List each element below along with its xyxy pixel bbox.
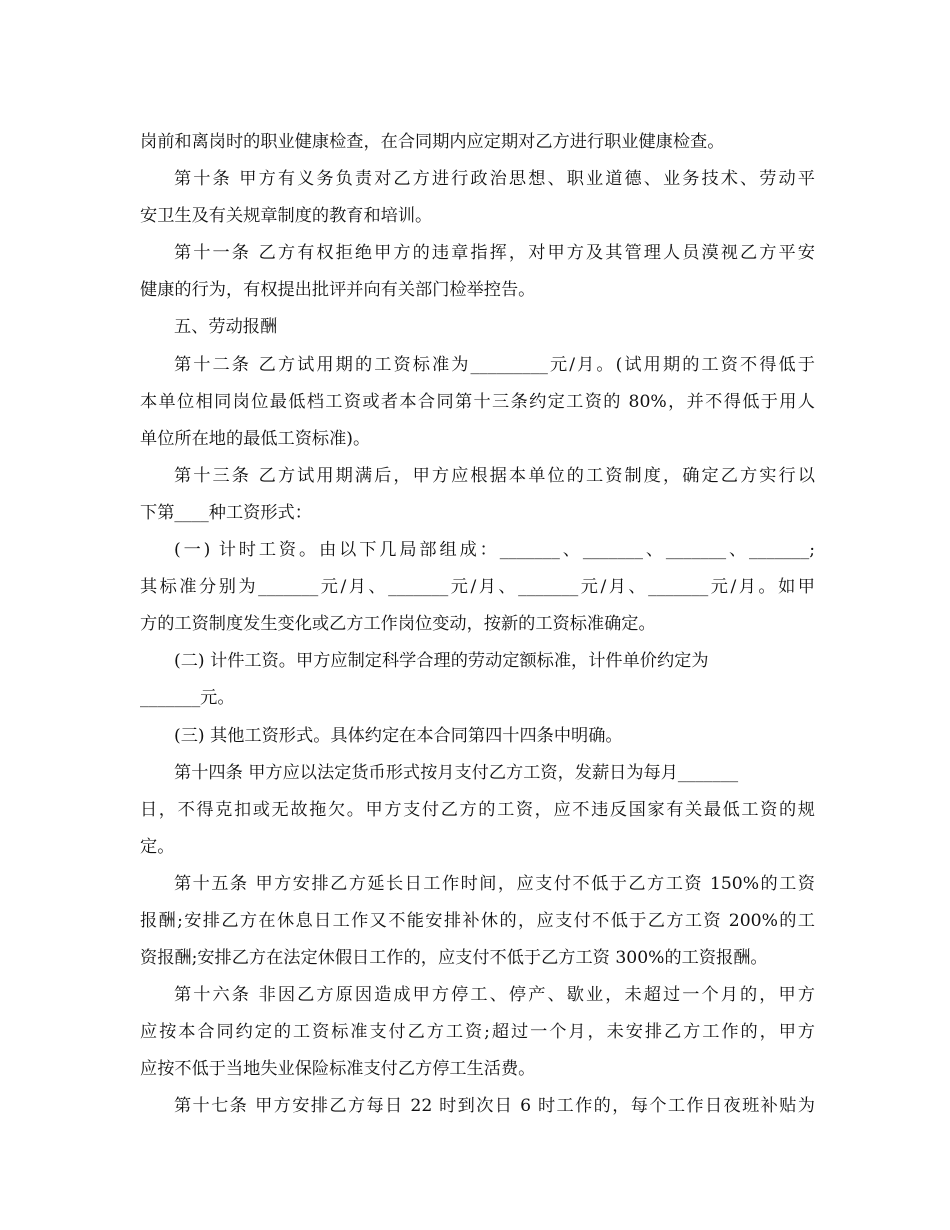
- text-line: 第十七条 甲方安排乙方每日 22 时到次日 6 时工作的，每个工作日夜班补贴为: [174, 1096, 815, 1117]
- text-line: 第十三条 乙方试用期满后，甲方应根据本单位的工资制度，确定乙方实行以: [174, 465, 815, 486]
- text-line: 第十五条 甲方安排乙方延长日工作时间，应支付不低于乙方工资 150%的工资: [174, 873, 815, 894]
- text-line: 本单位相同岗位最低档工资或者本合同第十三条约定工资的 80%，并不得低于用人: [140, 391, 815, 412]
- text-line: 第十条 甲方有义务负责对乙方进行政治思想、职业道德、业务技术、劳动平: [174, 169, 815, 190]
- text-line: 其标准分别为_______元/月、_______元/月、_______元/月、_______元/月。如甲: [140, 577, 815, 598]
- text-line: 第十六条 非因乙方原因造成甲方停工、停产、歇业，未超过一个月的，甲方: [174, 985, 815, 1006]
- text-line: 五、劳动报酬: [174, 317, 278, 338]
- text-line: 报酬;安排乙方在休息日工作又不能安排补休的，应支付不低于乙方工资 200%的工: [140, 910, 815, 931]
- text-line: 安卫生及有关规章制度的教育和培训。: [140, 206, 433, 227]
- text-line: 健康的行为，有权提出批评并向有关部门检举控告。: [140, 280, 536, 301]
- text-line: (一) 计时工资。由以下几局部组成：_______、_______、_______、_______;: [174, 540, 815, 561]
- text-line: 第十四条 甲方应以法定货币形式按月支付乙方工资，发薪日为每月_______: [174, 762, 739, 783]
- text-line: 日，不得克扣或无故拖欠。甲方支付乙方的工资，应不违反国家有关最低工资的规: [140, 799, 815, 820]
- text-line: 第十一条 乙方有权拒绝甲方的违章指挥，对甲方及其管理人员漠视乙方平安: [174, 243, 815, 264]
- text-line: 岗前和离岗时的职业健康检查，在合同期内应定期对乙方进行职业健康检查。: [140, 132, 725, 152]
- text-line: 方的工资制度发生变化或乙方工作岗位变动，按新的工资标准确定。: [140, 614, 656, 635]
- text-line: 单位所在地的最低工资标准)。: [140, 428, 371, 449]
- text-line: 定。: [140, 836, 175, 857]
- text-line: 应按不低于当地失业保险标准支付乙方停工生活费。: [140, 1059, 536, 1080]
- text-line: (三) 其他工资形式。具体约定在本合同第四十四条中明确。: [174, 725, 623, 746]
- text-line: (二) 计件工资。甲方应制定科学合理的劳动定额标准，计件单价约定为: [174, 651, 709, 672]
- text-line: 资报酬;安排乙方在法定休假日工作的，应支付不低于乙方工资 300%的工资报酬。: [140, 948, 768, 969]
- text-line: _______元。: [140, 688, 235, 709]
- contract-text-body: [140, 124, 815, 1126]
- text-line: 下第____种工资形式：: [140, 502, 312, 523]
- text-line: 第十二条 乙方试用期的工资标准为_________元/月。(试用期的工资不得低于: [174, 354, 815, 375]
- text-line: 应按本合同约定的工资标准支付乙方工资;超过一个月，未安排乙方工作的，甲方: [140, 1022, 815, 1043]
